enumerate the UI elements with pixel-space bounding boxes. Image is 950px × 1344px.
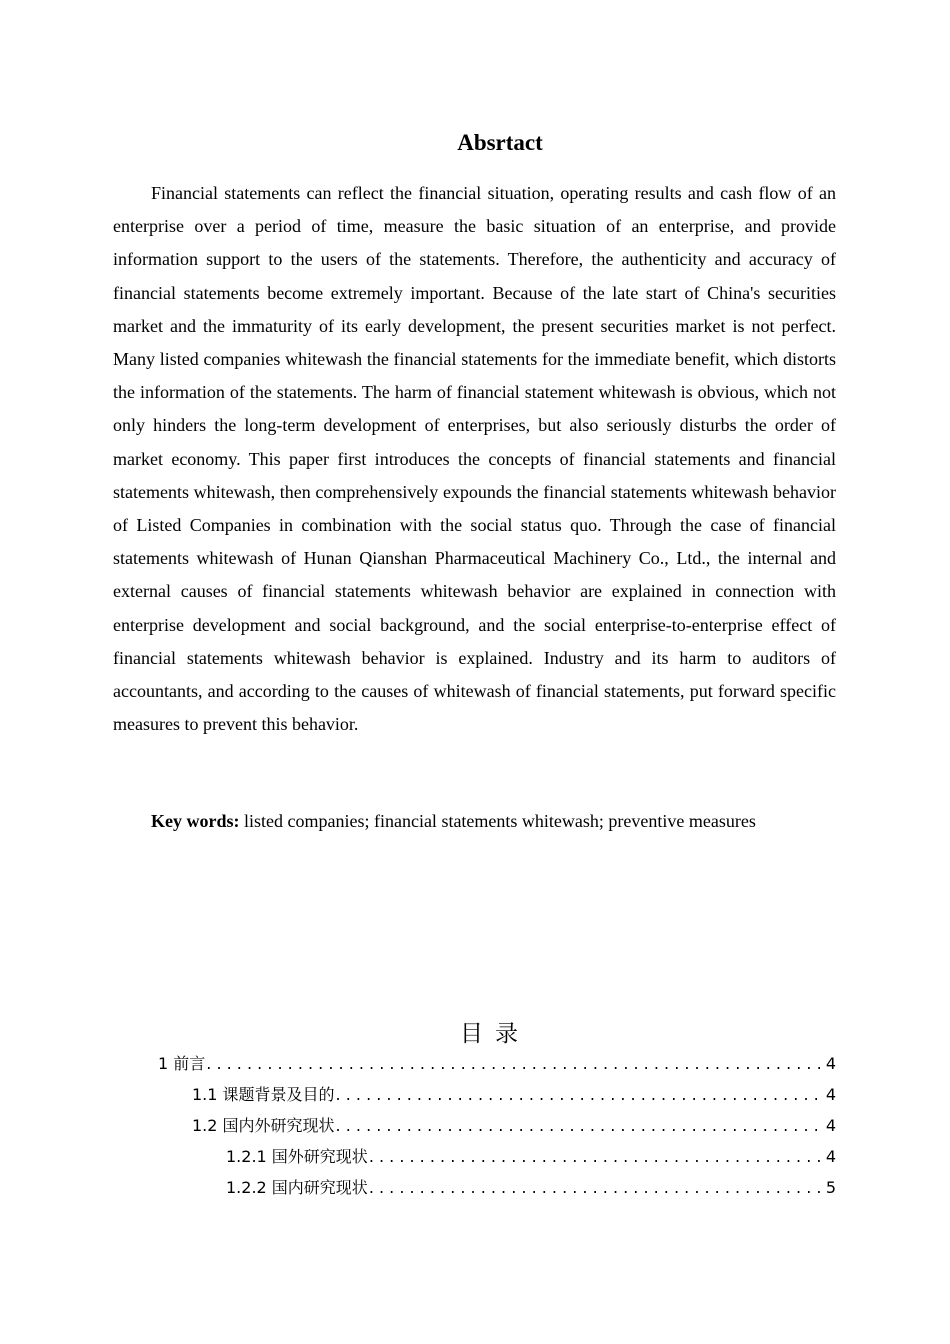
toc-leader-dots [206,1048,822,1079]
keywords-line [151,805,851,838]
toc-entry-page: 4 [825,1054,836,1073]
toc-entry-page: 4 [825,1116,836,1135]
toc-entry-1[interactable] [158,1048,836,1079]
toc-entry-1-1[interactable] [192,1079,836,1110]
toc-entry-label: 国外研究现状 [271,1147,368,1166]
toc-entry-number: 1.1 [192,1085,223,1104]
toc-entry-1-2[interactable] [192,1110,836,1141]
toc-entry-page: 5 [825,1178,836,1197]
abstract-body: Financial statements can reflect the financial situation, operating results and cash flow of an enterprise over a period of time, measure the basic situation of an enterprise, and provide information support to the users of the statements. Therefore, the authenticity and accuracy of financial statements become extremely important. Because of the late start of China's securities market and the immaturity of its early development, the present securities market is not perfect. Many listed companies whitewash the financial statements for the immediate benefit, which distorts the information of the statements. The harm of financial statement whitewash is obvious, which not only hinders the long-term development of enterprises, but also seriously disturbs the order of market economy. This paper first introduces the concepts of financial statements and financial statements whitewash, then comprehensively expounds the financial statements whitewash behavior of Listed Companies in combination with the social status quo. Through the case of financial statements whitewash of Hunan Qianshan Pharmaceutical Machinery Co., Ltd., the internal and external causes of financial statements whitewash behavior are explained in connection with enterprise development and social background, and the social enterprise-to-enterprise effect of financial statements whitewash behavior is explained. Industry and its harm to auditors of accountants, and according to the causes of whitewash of financial statements, put forward specific measures to prevent this behavior. [113,183,836,735]
toc-entry-1-2-2[interactable] [226,1172,836,1203]
toc-leader-dots [369,1141,822,1172]
toc-entry-page: 4 [825,1085,836,1104]
toc-entry-page: 4 [825,1147,836,1166]
toc-entry-number: 1.2 [192,1116,223,1135]
toc-leader-dots [336,1079,822,1110]
toc-entry-label: 前言 [173,1054,206,1073]
toc-entry-1-2-1[interactable] [226,1141,836,1172]
toc-entry-label: 国内外研究现状 [222,1116,335,1135]
toc-leader-dots [369,1172,822,1203]
abstract-title: Absrtact [457,130,543,156]
toc-entry-number: 1 [158,1054,174,1073]
toc-leader-dots [336,1110,822,1141]
toc-title: 目录 [460,1021,530,1047]
keywords-label: Key words: [151,811,240,831]
keywords-text: listed companies; financial statements whitewash; preventive measures [244,811,756,831]
toc-entry-number: 1.2.1 [226,1147,272,1166]
toc-entry-label: 课题背景及目的 [222,1085,335,1104]
toc-entry-label: 国内研究现状 [271,1178,368,1197]
toc-entry-number: 1.2.2 [226,1178,272,1197]
